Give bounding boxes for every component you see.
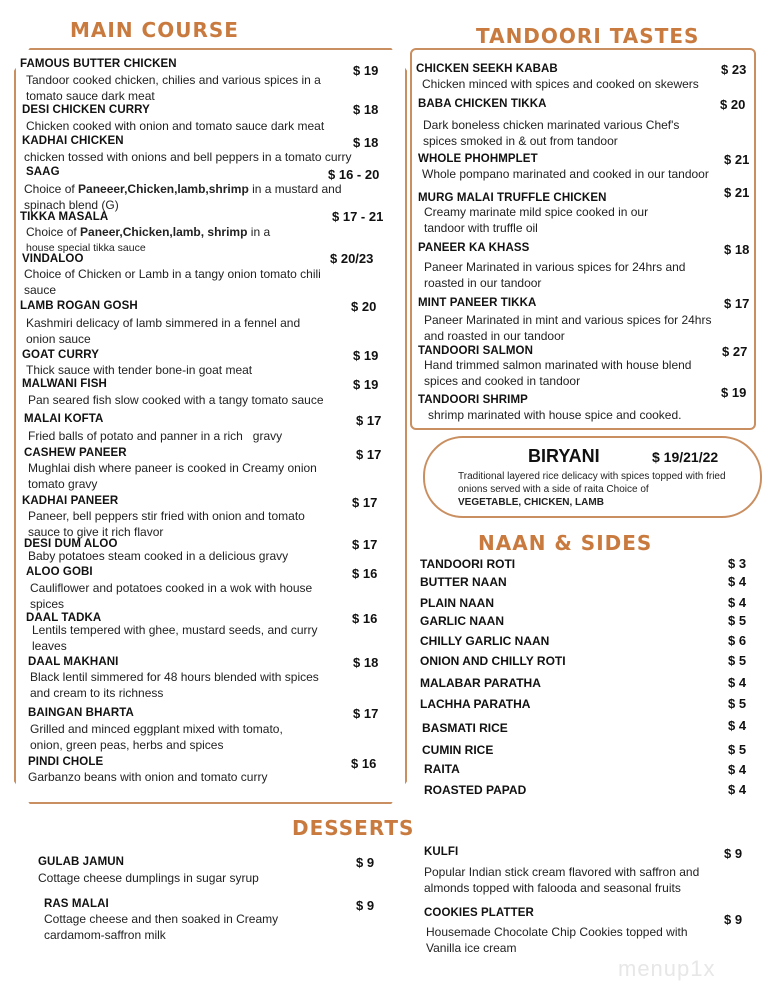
menu-item-desc: Black lentil simmered for 48 hours blended with spices and cream to its richness (30, 670, 319, 700)
menu-item-name: BABA CHICKEN TIKKA (418, 98, 547, 110)
menu-item-desc: Garbanzo beans with onion and tomato curry (28, 770, 268, 784)
menu-item-name: RAS MALAI (44, 898, 109, 910)
menu-item-name: DAAL TADKA (26, 612, 102, 624)
menu-item-price: $ 18 (353, 135, 379, 150)
side-name: CUMIN RICE (422, 743, 494, 757)
menu-item-name: MALWANI FISH (22, 378, 107, 390)
side-name: LACHHA PARATHA (420, 697, 531, 711)
menu-item-desc: Mughlai dish where paneer is cooked in Creamy onion tomato gravy (28, 461, 317, 491)
menu-item-price: $ 19 (353, 63, 379, 78)
side-price: $ 5 (728, 613, 747, 628)
menu-item-name: TIKKA MASALA (20, 211, 109, 223)
biryani-price: $ 19/21/22 (652, 449, 719, 465)
side-name: ONION AND CHILLY ROTI (420, 654, 566, 668)
menu-item-price: $ 19 (353, 348, 379, 363)
menu-item-desc: Choice of Paneeer,Chicken,lamb,shrimp in a mustard and spinach blend (G) (24, 182, 342, 212)
menu-item-name: LAMB ROGAN GOSH (20, 300, 138, 312)
menu-item-name: KADHAI PANEER (22, 495, 119, 507)
menu-item-desc: Paneer, bell peppers stir fried with onion and tomato sauce to give it rich flavor (28, 509, 305, 539)
side-price: $ 4 (728, 718, 747, 733)
menu-item-price: $ 17 (352, 537, 378, 552)
menu-item-name: CASHEW PANEER (24, 447, 127, 459)
menu-item-price: $ 18 (724, 242, 750, 257)
side-price: $ 6 (728, 633, 747, 648)
menu-item-price: $ 16 (352, 611, 378, 626)
menu-item-desc: Cottage cheese dumplings in sugar syrup (38, 871, 259, 885)
menu-item-price: $ 18 (353, 655, 379, 670)
biryani-desc: Traditional layered rice delicacy with spices topped with fried onions served with a side of raita Choice of VEGETABLE, CHICKEN, LAMB (458, 471, 726, 508)
menu-item-desc: Tandoor cooked chicken, chilies and various spices in a tomato sauce dark meat (26, 73, 321, 103)
menu-item-desc: Creamy marinate mild spice cooked in our tandoor with truffle oil (424, 205, 649, 235)
menu-item-name: DESI DUM ALOO (24, 538, 118, 550)
menu-item-name: MURG MALAI TRUFFLE CHICKEN (418, 192, 607, 204)
menu-item-desc: Kashmiri delicacy of lamb simmered in a fennel and onion sauce (26, 316, 301, 346)
menu-item-price: $ 18 (353, 102, 379, 117)
side-name: ROASTED PAPAD (424, 783, 527, 797)
menu-item-desc: Popular Indian stick cream flavored with saffron and almonds topped with falooda and seasonal fruits (424, 865, 700, 895)
tandoori-title: TANDOORI TASTES (476, 24, 700, 48)
side-name: TANDOORI ROTI (420, 557, 516, 571)
desserts-title: DESSERTS (292, 816, 415, 840)
side-price: $ 4 (728, 595, 747, 610)
menu-item-price: $ 21 (724, 152, 750, 167)
side-price: $ 4 (728, 574, 747, 589)
menu-item-price: $ 9 (356, 898, 375, 913)
main-course-title: MAIN COURSE (70, 18, 239, 42)
menu-item-desc: Cauliflower and potatoes cooked in a wok with house spices (30, 581, 313, 611)
biryani-title: BIRYANI (528, 446, 600, 466)
menu-item-name: TANDOORI SALMON (418, 345, 534, 357)
menu-item-price: $ 17 (353, 706, 379, 721)
menu-item-desc: Baby potatoes steam cooked in a delicious gravy (28, 549, 289, 563)
menu-item-desc: Choice of Paneer,Chicken,lamb, shrimp in a (26, 225, 271, 239)
menu-item-desc: Paneer Marinated in mint and various spices for 24hrs and roasted in our tandoor (424, 313, 712, 343)
menu-item-name: PINDI CHOLE (28, 756, 104, 768)
menu-item-desc: Chicken minced with spices and cooked on skewers (422, 77, 699, 91)
menu-item-price: $ 17 - 21 (332, 209, 384, 224)
menu-item-price: $ 9 (724, 912, 743, 927)
menu-item-desc: Dark boneless chicken marinated various Chef's spices smoked in & out from tandoor (423, 118, 680, 148)
side-price: $ 3 (728, 556, 747, 571)
menu-item-desc: Pan seared fish slow cooked with a tangy tomato sauce (28, 393, 324, 407)
menu-item-desc: Choice of Chicken or Lamb in a tangy onion tomato chili sauce (24, 267, 321, 297)
menu-item-desc: Hand trimmed salmon marinated with house blend spices and cooked in tandoor (424, 358, 692, 388)
menu-item-desc: Grilled and minced eggplant mixed with tomato, onion, green peas, herbs and spices (30, 722, 283, 752)
side-name: PLAIN NAAN (420, 596, 494, 610)
side-price: $ 5 (728, 653, 747, 668)
side-price: $ 4 (728, 782, 747, 797)
menu-item-name: PANEER KA KHASS (418, 242, 530, 254)
side-price: $ 4 (728, 675, 747, 690)
menu-item-desc: Lentils tempered with ghee, mustard seeds, and curry leaves (32, 623, 318, 653)
biryani-choices: VEGETABLE, CHICKEN, LAMB (458, 497, 604, 508)
side-name: CHILLY GARLIC NAAN (420, 634, 550, 648)
menu-item-name: COOKIES PLATTER (424, 907, 534, 919)
menu-item-price: $ 21 (724, 185, 750, 200)
menu-item-desc: chicken tossed with onions and bell peppers in a tomato curry (24, 150, 352, 164)
menu-item-price: $ 20 (351, 299, 377, 314)
menu-item-desc: shrimp marinated with house spice and cooked. (428, 408, 682, 422)
menu-item-name: TANDOORI SHRIMP (418, 394, 528, 406)
menu-item-price: $ 20 (720, 97, 746, 112)
menu-item-name: KULFI (424, 846, 459, 858)
menu-item-name: DAAL MAKHANI (28, 656, 119, 668)
menu-item-price: $ 17 (724, 296, 750, 311)
menu-item-desc-extra: house special tikka sauce (26, 242, 146, 254)
menu-item-name: VINDALOO (22, 253, 84, 265)
watermark: menup1x (618, 956, 716, 981)
menu-item-name: BAINGAN BHARTA (28, 707, 134, 719)
menu-item-price: $ 17 (356, 447, 382, 462)
menu-item-price: $ 19 (721, 385, 747, 400)
menu-item-name: FAMOUS BUTTER CHICKEN (20, 58, 177, 70)
menu-item-name: MALAI KOFTA (24, 413, 104, 425)
side-name: GARLIC NAAN (420, 614, 504, 628)
menu-item-price: $ 17 (356, 413, 382, 428)
side-price: $ 5 (728, 742, 747, 757)
menu-item-name: KADHAI CHICKEN (22, 135, 124, 147)
menu-item-desc: Thick sauce with tender bone-in goat meat (26, 363, 253, 377)
side-name: BUTTER NAAN (420, 575, 507, 589)
menu-item-price: $ 20/23 (330, 251, 374, 266)
menu-item-price: $ 23 (721, 62, 747, 77)
menu-item-price: $ 16 (351, 756, 377, 771)
menu-item-name: MINT PANEER TIKKA (418, 297, 537, 309)
menu-item-price: $ 19 (353, 377, 379, 392)
menu-item-price: $ 16 (352, 566, 378, 581)
menu-item-desc: Paneer Marinated in various spices for 24hrs and roasted in our tandoor (424, 260, 686, 290)
menu-item-name: CHICKEN SEEKH KABAB (416, 63, 558, 75)
menu-item-name: GOAT CURRY (22, 349, 100, 361)
menu-item-price: $ 17 (352, 495, 378, 510)
side-name: BASMATI RICE (422, 721, 508, 735)
menu-item-desc: Chicken cooked with onion and tomato sauce dark meat (26, 119, 325, 133)
menu-item-name: SAAG (26, 166, 60, 178)
menu-item-price: $ 16 - 20 (328, 167, 380, 182)
menu-item-name: WHOLE PHOHMPLET (418, 153, 538, 165)
menu-item-name: DESI CHICKEN CURRY (22, 104, 150, 116)
menu-item-desc: Fried balls of potato and panner in a rich gravy (28, 429, 283, 443)
menu-item-name: GULAB JAMUN (38, 856, 125, 868)
menu-item-name: ALOO GOBI (26, 566, 93, 578)
menu-item-desc: Housemade Chocolate Chip Cookies topped with Vanilla ice cream (426, 925, 688, 955)
side-name: MALABAR PARATHA (420, 676, 541, 690)
menu-item-price: $ 27 (722, 344, 748, 359)
menu-item-desc: Cottage cheese and then soaked in Creamy cardamom-saffron milk (44, 912, 279, 942)
side-name: RAITA (424, 762, 460, 776)
side-price: $ 4 (728, 762, 747, 777)
naan-sides-title: NAAN & SIDES (478, 531, 653, 555)
menu-item-price: $ 9 (356, 855, 375, 870)
menu-item-price: $ 9 (724, 846, 743, 861)
menu-item-desc: Whole pompano marinated and cooked in our tandoor (422, 167, 709, 181)
side-price: $ 5 (728, 696, 747, 711)
